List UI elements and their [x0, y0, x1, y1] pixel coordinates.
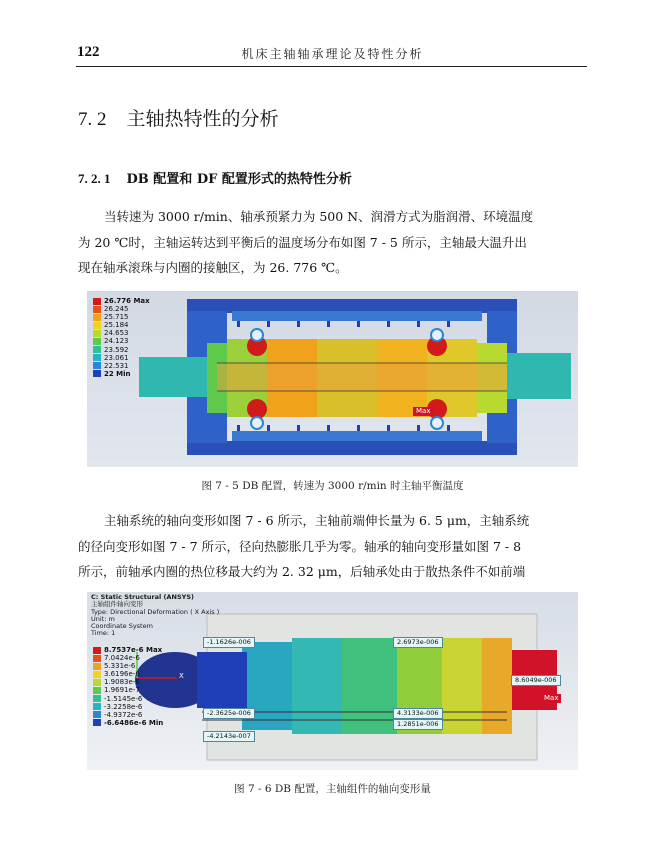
housing-bottom — [187, 441, 517, 455]
legend-label: 26.776 Max — [104, 297, 150, 305]
subsection-title — [78, 168, 352, 187]
legend-label: 22 Min — [104, 369, 131, 378]
spindle-temperature-plot — [87, 291, 578, 467]
figure-2-header — [91, 594, 219, 638]
paragraph-line: 为 20 ℃时，主轴运转达到平衡后的温度场分布如图 7 - 5 所示，主轴最大温升出 — [78, 234, 527, 250]
header-line: Unit: m — [91, 614, 115, 623]
legend-swatch — [93, 655, 101, 662]
legend-label: 24.653 — [104, 329, 129, 338]
legend-swatch — [93, 298, 101, 305]
section-heading: 主轴热特性的分析 — [126, 108, 279, 130]
legend-swatch — [93, 330, 101, 337]
legend-swatch — [93, 370, 101, 377]
header-rule — [76, 66, 587, 67]
legend-swatch — [93, 354, 101, 361]
legend-label: 23.061 — [104, 353, 129, 362]
subsection-number: 7. 2. 1 — [78, 171, 111, 186]
running-title: 机床主轴轴承理论及特性分析 — [241, 47, 424, 61]
probe-label: 8.6049e-006 — [511, 675, 561, 686]
header-line: 主轴组件轴向变形 — [91, 600, 143, 609]
bearing-ball — [251, 329, 263, 341]
legend-label: -6.6486e-6 Min — [104, 718, 164, 727]
legend-swatch — [93, 663, 101, 670]
bearing-ball — [251, 417, 263, 429]
paragraph-line: 所示，前轴承内圈的热位移最大约为 2. 32 μm，后轴承处由于散热条件不如前端 — [78, 564, 526, 579]
legend-swatch — [93, 338, 101, 345]
legend-swatch — [93, 703, 101, 710]
figure-2-caption: 图 7 - 6 DB 配置，主轴组件的轴向变形量 — [234, 783, 431, 795]
probe-label: -4.2143e-007 — [203, 731, 255, 742]
legend-swatch — [93, 719, 101, 726]
housing-inner-bottom — [232, 431, 482, 441]
legend-swatch — [93, 695, 101, 702]
legend-swatch — [93, 687, 101, 694]
housing-inner-top — [232, 311, 482, 321]
paragraph-line: 的径向变形如图 7 - 7 所示，径向热膨胀几乎为零。轴承的轴向变形量如图 7 - 8 — [78, 538, 522, 554]
legend-label: 5.331e-6 — [104, 662, 136, 671]
legend-swatch — [93, 711, 101, 718]
legend-swatch — [93, 314, 101, 321]
legend-label: 25.184 — [104, 321, 129, 330]
legend-swatch — [93, 322, 101, 329]
probe-label: 2.6973e-006 — [393, 637, 443, 648]
paragraph-2 — [78, 508, 589, 585]
legend-label: 1.9083e-6 — [104, 678, 140, 687]
max-tag: Max — [413, 407, 433, 416]
spindle-nose-body — [197, 652, 247, 708]
probe-label: -2.3625e-006 — [203, 708, 255, 719]
probe-label: 4.3133e-006 — [393, 708, 443, 719]
legend-swatch — [93, 346, 101, 353]
deformation-legend — [93, 646, 163, 727]
header-line: Type: Directional Deformation ( X Axis ) — [91, 607, 220, 616]
bearing-ball — [431, 329, 443, 341]
legend-label: 24.123 — [104, 337, 129, 346]
legend-label: 1.9691e-7 — [104, 686, 140, 695]
spindle-bore — [217, 363, 507, 391]
legend-label: 25.715 — [104, 313, 129, 322]
temperature-legend — [93, 297, 150, 378]
legend-label: 7.0424e-6 — [104, 654, 140, 663]
paragraph-1 — [78, 204, 589, 281]
paragraph-line: 主轴系统的轴向变形如图 7 - 6 所示，主轴前端伸长量为 6. 5 μm，主轴系统 — [104, 513, 530, 528]
legend-swatch — [93, 306, 101, 313]
subsection-heading: DB 配置和 DF 配置形式的热特性分析 — [126, 172, 352, 187]
housing-top — [187, 299, 517, 313]
figure-temperature-field — [87, 291, 578, 467]
legend-label: 8.7537e-6 Max — [104, 646, 163, 654]
header-line: Time: 1 — [91, 629, 116, 638]
legend-label: 3.6196e-6 — [104, 670, 140, 679]
page-number: 122 — [77, 44, 100, 60]
header-line: Coordinate System — [91, 622, 153, 631]
shaft-rear-end — [507, 353, 571, 399]
legend-label: 22.531 — [104, 361, 129, 370]
probe-label: -1.1626e-006 — [203, 637, 255, 648]
probe-label: 1.2851e-006 — [393, 719, 443, 730]
legend-swatch — [93, 679, 101, 686]
figure-axial-deformation — [87, 592, 578, 770]
legend-swatch — [93, 362, 101, 369]
bearing-ball — [431, 417, 443, 429]
legend-swatch — [93, 647, 101, 654]
axis-label: X — [179, 672, 184, 680]
paragraph-line: 当转速为 3000 r/min、轴承预紧力为 500 N、润滑方式为脂润滑、环境温度 — [104, 209, 534, 224]
header-line: C: Static Structural (ANSYS) — [91, 593, 195, 601]
figure-1-caption: 图 7 - 5 DB 配置，转速为 3000 r/min 时主轴平衡温度 — [201, 480, 464, 492]
section-number: 7. 2 — [78, 109, 107, 130]
legend-label: 26.245 — [104, 305, 129, 314]
legend-label: 23.592 — [104, 345, 129, 354]
section-title — [78, 104, 279, 131]
legend-swatch — [93, 671, 101, 678]
paragraph-line: 现在轴承滚珠与内圈的接触区，为 26. 776 ℃。 — [78, 260, 348, 275]
legend-label: -1.5145e-6 — [104, 694, 143, 703]
legend-label: -4.9372e-6 — [104, 710, 143, 719]
max-tag: Max — [541, 694, 561, 703]
legend-label: -3.2258e-6 — [104, 702, 143, 711]
